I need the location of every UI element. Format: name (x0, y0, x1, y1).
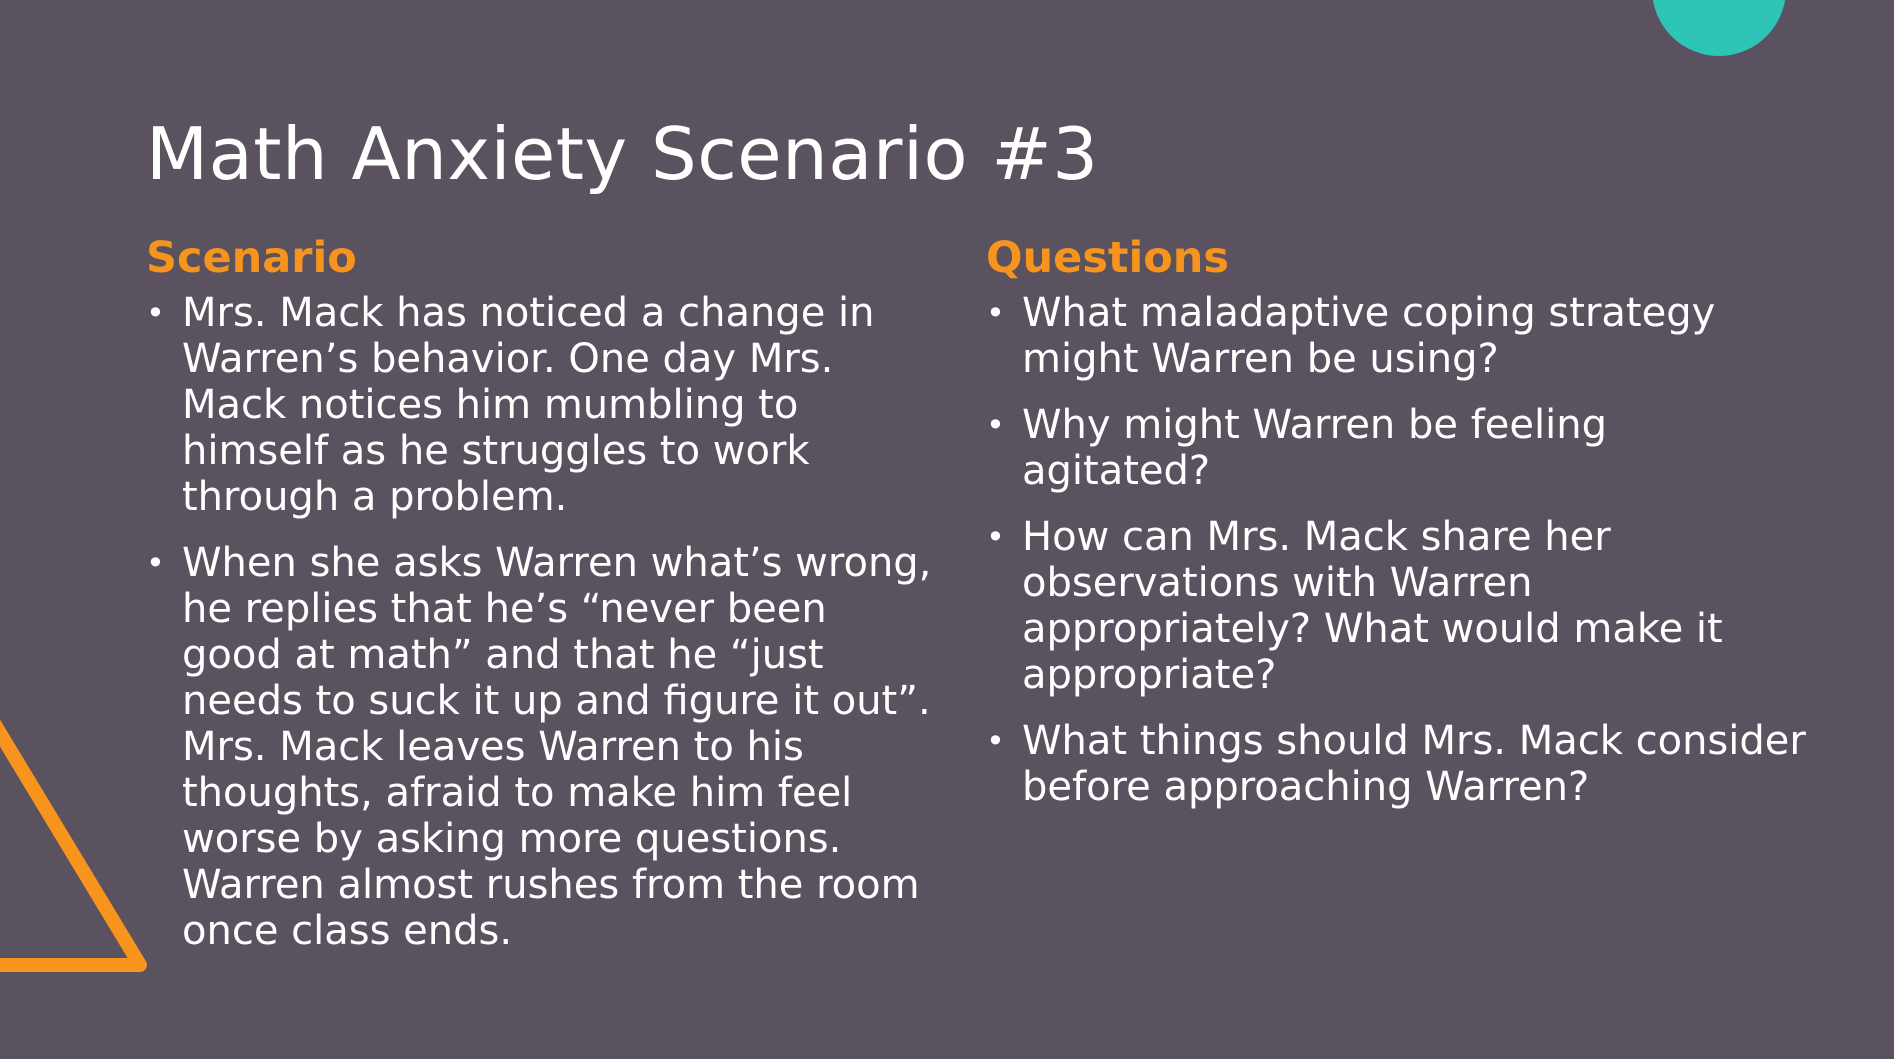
question-item (986, 402, 1806, 494)
orange-triangle-decoration (0, 690, 160, 980)
bullet-icon: • (986, 294, 1005, 332)
teal-circle-decoration (1652, 0, 1786, 56)
bullet-icon: • (986, 406, 1005, 444)
questions-column (986, 232, 1806, 830)
question-item (986, 718, 1806, 810)
question-item-text: What things should Mrs. Mack consider before approaching Warren? (1022, 718, 1806, 810)
question-item (986, 290, 1806, 382)
questions-list (986, 290, 1806, 810)
question-item (986, 514, 1806, 698)
bullet-icon: • (986, 722, 1005, 760)
question-item-text: Why might Warren be feeling agitated? (1022, 402, 1607, 494)
scenario-item-text: When she asks Warren what’s wrong, he replies that he’s “never been good at math” and that he “just needs to suck it up and figure it out”. Mrs. Mack leaves Warren to his thoughts, afraid to make him feel worse by asking more questions. Warren almost rushes from the room once class ends. (182, 540, 932, 954)
scenario-item (146, 540, 936, 954)
bullet-icon: • (986, 518, 1005, 556)
question-item-text: What maladaptive coping strategy might Warren be using? (1022, 290, 1716, 382)
scenario-item-text: Mrs. Mack has noticed a change in Warren’s behavior. One day Mrs. Mack notices him mumbling to himself as he struggles to work through a problem. (182, 290, 875, 520)
slide-title: Math Anxiety Scenario #3 (146, 112, 1099, 196)
scenario-column (146, 232, 936, 974)
bullet-icon: • (146, 544, 165, 582)
question-item-text: How can Mrs. Mack share her observations with Warren appropriately? What would make it appropriate? (1022, 514, 1723, 698)
scenario-item (146, 290, 936, 520)
scenario-list (146, 290, 936, 954)
bullet-icon: • (146, 294, 165, 332)
questions-heading: Questions (986, 233, 1229, 283)
scenario-heading: Scenario (146, 233, 357, 283)
